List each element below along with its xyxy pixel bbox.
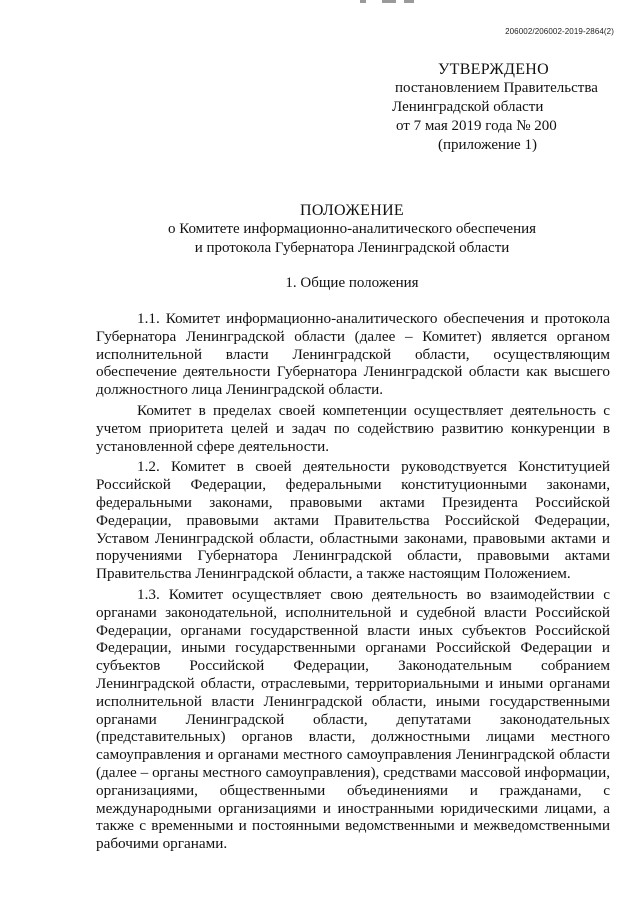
section-heading: 1. Общие положения (285, 275, 419, 291)
scan-artifact (360, 0, 420, 6)
document-title: ПОЛОЖЕНИЕ (299, 202, 404, 219)
paragraph-1-2: 1.2. Комитет в своей деятельности руководствуется Конституцией Российской Федерации, федеральными конституционными законами, федеральными законами, правовыми актами Президента Российской Федерации, правовыми актами Правительства Российской Федерации, Уставом Ленинградской области, областными законами, правовыми актами и поручениями Губернатора Ленинградской области, правовыми актами Правительства Ленинградской области, а также настоящим Положением. (96, 458, 610, 583)
approval-stamp (386, 60, 616, 155)
paragraph-1-1: 1.1. Комитет информационно-аналитического обеспечения и протокола Губернатора Ленинградской области (далее – Комитет) является органом исполнительной власти Ленинградской области, осуществляющим обеспечение деятельности Губернатора Ленинградской области как высшего должностного лица Ленинградской области. (96, 310, 610, 399)
paragraph-1-3: 1.3. Комитет осуществляет свою деятельность во взаимодействии с органами законодательной, исполнительной и судебной власти Российской Федерации, органами государственной власти иных субъектов Российской Федерации, иными государственными органами Российской Федерации и субъектов Российской Федерации, Законодательным собранием Ленинградской области, отраслевыми, территориальными и иными органами исполнительной власти Ленинградской области, иными государственными органами Ленинградской области, депутатами законодательных (представительных) органов власти, должностными лицами местного самоуправления и органами местного самоуправления Ленинградской области (далее – органы местного самоуправления), средствами массовой информации, организациями, общественными объединениями и гражданами, с международными организациями и иностранными юридическими лицами, а также с временными и постоянными ведомственными и межведомственными рабочими органами. (96, 585, 610, 853)
document-body (96, 310, 610, 856)
document-title-block (92, 201, 612, 258)
approval-line: Ленинградской области (392, 99, 544, 115)
document-subtitle-line: о Комитете информационно-аналитического обеспечения (167, 221, 537, 237)
approval-heading: УТВЕРЖДЕНО (438, 61, 550, 78)
approval-line: постановлением Правительства (395, 80, 598, 96)
approval-date-line: от 7 мая 2019 года № 200 (396, 118, 557, 134)
approval-annex-line: (приложение 1) (438, 137, 537, 153)
paragraph-competence: Комитет в пределах своей компетенции осуществляет деятельность с учетом приоритета целей и задач по содействию развитию конкуренции в установленной сфере деятельности. (96, 401, 610, 455)
document-subtitle-line: и протокола Губернатора Ленинградской области (194, 240, 510, 256)
document-id: 206002/206002-2019-2864(2) (505, 27, 614, 36)
